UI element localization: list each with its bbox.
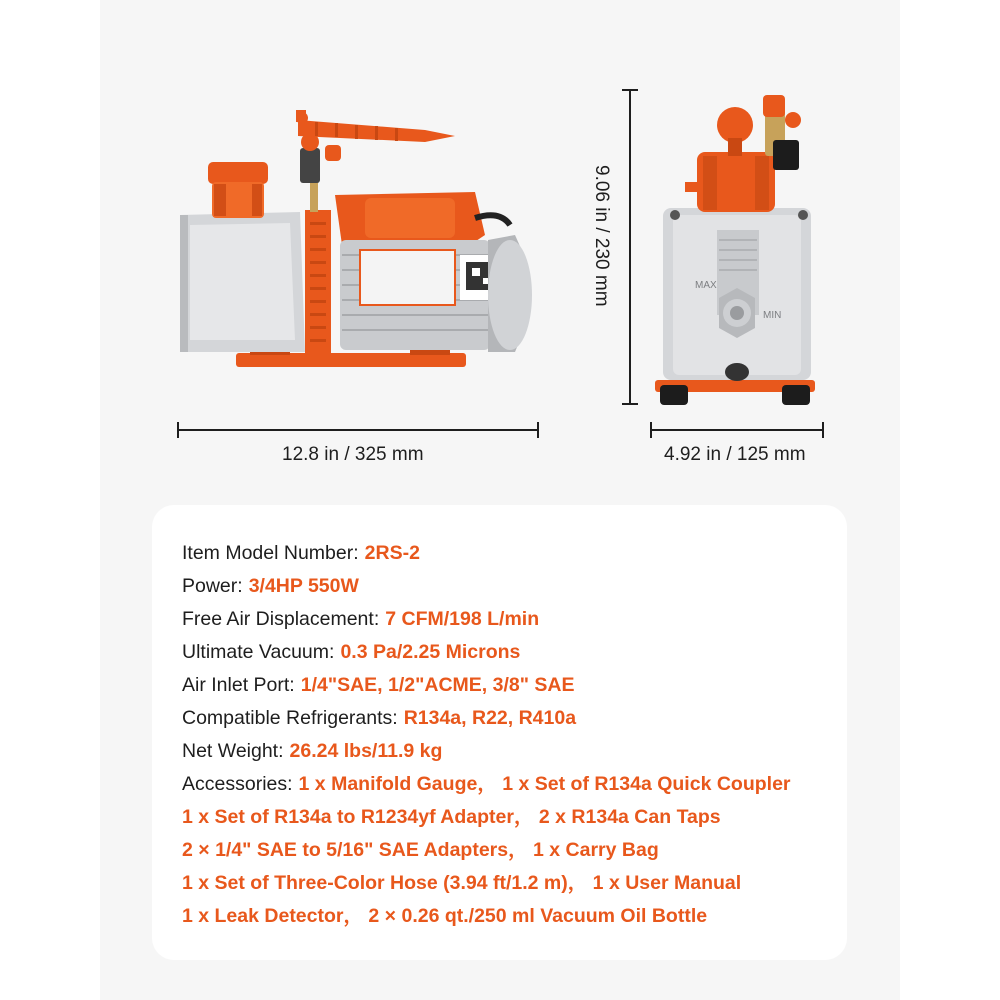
spec-value: 7 CFM/198 L/min (385, 608, 540, 630)
spec-power (182, 574, 359, 598)
accessory-line: 1 x Manifold Gauge， 1 x Set of R134a Quick Coupler (298, 773, 791, 795)
spec-label: Ultimate Vacuum: (182, 641, 335, 663)
spec-air-inlet-port (182, 673, 574, 697)
length-dimension-line (170, 420, 550, 440)
spec-label: Power: (182, 575, 243, 597)
spec-label: Net Weight: (182, 740, 284, 762)
spec-accessories (182, 772, 791, 796)
length-dimension-label: 12.8 in / 325 mm (282, 444, 424, 465)
height-dimension-label: 9.06 in / 230 mm (591, 165, 612, 307)
pump-side-view-image (170, 90, 550, 390)
spec-label: Accessories: (182, 773, 293, 795)
spec-value: 2RS-2 (364, 542, 420, 564)
spec-free-air-displacement (182, 607, 539, 631)
spec-label: Compatible Refrigerants: (182, 707, 398, 729)
accessory-line: 1 x Set of Three-Color Hose (3.94 ft/1.2 m)， 1 x User Manual (182, 872, 742, 894)
pump-front-view-image (655, 90, 825, 410)
width-dimension-line (645, 420, 830, 440)
spec-label: Air Inlet Port: (182, 674, 295, 696)
accessory-line-row (182, 904, 707, 928)
gauge-max-label: MAX (695, 280, 717, 291)
spec-value: 26.24 lbs/11.9 kg (289, 740, 443, 762)
accessory-line-row (182, 805, 721, 829)
spec-compatible-refrigerants (182, 706, 576, 730)
accessory-line: 1 x Leak Detector， 2 × 0.26 qt./250 ml Vacuum Oil Bottle (182, 905, 708, 927)
spec-label: Free Air Displacement: (182, 608, 380, 630)
spec-net-weight (182, 739, 442, 763)
height-dimension-line (620, 88, 640, 408)
spec-value: 1/4"SAE, 1/2"ACME, 3/8" SAE (300, 674, 575, 696)
gauge-min-label: MIN (763, 310, 782, 321)
specifications-card (152, 505, 847, 960)
width-dimension-label: 4.92 in / 125 mm (664, 444, 806, 465)
spec-value: R134a, R22, R410a (403, 707, 577, 729)
spec-value: 0.3 Pa/2.25 Microns (340, 641, 521, 663)
accessory-line-row (182, 838, 659, 862)
spec-ultimate-vacuum (182, 640, 520, 664)
accessory-line: 2 × 1/4" SAE to 5/16" SAE Adapters， 1 x Carry Bag (182, 839, 659, 861)
accessory-line: 1 x Set of R134a to R1234yf Adapter， 2 x R134a Can Taps (182, 806, 721, 828)
spec-model-number (182, 541, 420, 565)
spec-label: Item Model Number: (182, 542, 359, 564)
accessory-line-row (182, 871, 741, 895)
spec-value: 3/4HP 550W (248, 575, 359, 597)
